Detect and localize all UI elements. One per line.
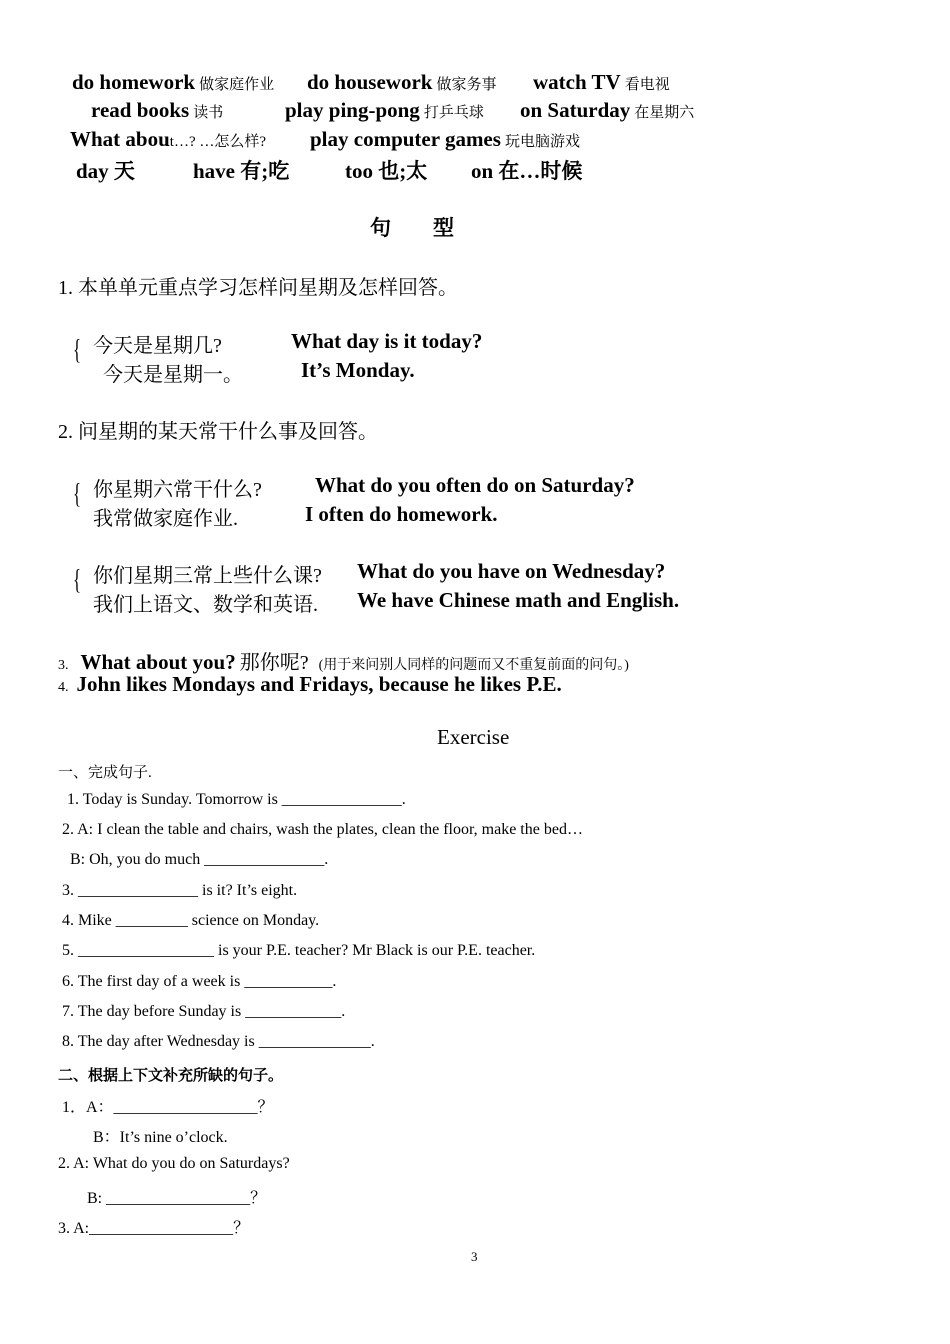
exercise-item: 1. Today is Sunday. Tomorrow is _______________. [67,791,406,808]
exercise-item: 3. _______________ is it? It’s eight. [62,882,298,899]
dialog-cn: 你们星期三常上些什么课? [93,565,322,587]
part1-title: 一、完成句子. [58,765,152,781]
vocab-en: do homework [72,70,196,94]
vocab-en: do housework [307,70,433,94]
vocab-cn: 做家务事 [436,77,497,93]
point-number: 4. [58,680,69,695]
point-1 [58,271,458,300]
point-text: 本单单元重点学习怎样问星期及怎样回答。 [78,277,458,299]
exercise-item: 5. _________________ is your P.E. teacher? Mr Black is our P.E. teacher. [62,942,536,959]
brace-icon: { [73,479,82,510]
point-text: 问星期的某天常干什么事及回答。 [78,421,378,443]
vocab-row-1 [72,70,274,95]
vocab-cn: 做家庭作业 [199,77,275,93]
dialog-cn: 今天是星期一。 [103,364,243,386]
exercise-item: 8. The day after Wednesday is ______________. [62,1033,375,1050]
exercise-item: 6. The first day of a week is ___________. [62,973,337,990]
vocab-en: play ping-pong [285,98,420,122]
dialog-en: I often do homework. [305,502,498,526]
vocab-row-2 [91,98,223,123]
vocab-item [307,70,496,95]
point-en: John likes Mondays and Fridays, because he likes P.E. [76,672,562,696]
vocab-word: on 在…时候 [471,159,583,183]
dialog-en: What day is it today? [291,329,483,353]
exercise-item: 2. A: I clean the table and chairs, wash the plates, clean the floor, make the bed… [62,821,583,838]
point-cn: 那你呢? [239,652,309,674]
exercise-item: 4. Mike _________ science on Monday. [62,912,320,929]
part2-title: 二、根据上下文补充所缺的句子。 [58,1068,284,1084]
vocab-row-3 [70,127,266,152]
dialog-en: We have Chinese math and English. [357,588,680,612]
dialog-cn: 你星期六常干什么? [93,479,262,501]
dialog-en: What do you often do on Saturday? [315,473,635,497]
dialog-en: It’s Monday. [301,358,415,382]
point-2 [58,415,378,444]
vocab-item [520,98,694,123]
vocab-en: on Saturday [520,98,631,122]
point-note: (用于来问别人同样的问题而又不重复前面的问句。) [318,658,629,673]
vocab-cn: 读书 [193,105,224,121]
vocab-cn: t…? …怎么样? [169,134,267,150]
vocab-item [533,70,670,95]
vocab-cn: 打乒乓球 [423,105,484,121]
point-number: 2. [58,421,73,443]
vocab-cn: 玩电脑游戏 [504,134,580,150]
point-4 [58,672,562,697]
vocab-item [310,127,580,152]
vocab-en: What abou [70,127,170,151]
vocab-item [285,98,484,123]
point-en: What about you? [80,650,236,674]
exercise-item: B: __________________？ [87,1190,267,1207]
brace-icon: { [73,335,82,366]
page-number: 3 [471,1249,478,1264]
point-number: 3. [58,658,69,673]
exercise-title: Exercise [437,725,510,749]
vocab-en: read books [91,98,190,122]
dialog-cn: 今天是星期几? [93,335,222,357]
vocab-en: watch TV [533,70,621,94]
exercise-item: B：It’s nine o’clock. [93,1129,228,1146]
brace-icon: { [73,565,82,596]
section-title: 句 型 [370,216,454,240]
point-3 [58,646,629,675]
vocab-cn: 在星期六 [634,105,695,121]
exercise-item: 2. A: What do you do on Saturdays? [58,1155,290,1172]
vocab-word: day 天 [76,159,135,183]
dialog-cn: 我常做家庭作业. [93,508,238,530]
exercise-item: B: Oh, you do much _______________. [70,851,329,868]
vocab-word: have 有;吃 [193,159,290,183]
exercise-item: 3. A:__________________？ [58,1220,250,1237]
exercise-item: 7. The day before Sunday is ____________. [62,1003,346,1020]
vocab-en: play computer games [310,127,501,151]
exercise-item: 1．A：__________________？ [62,1099,274,1116]
vocab-cn: 看电视 [624,77,670,93]
dialog-cn: 我们上语文、数学和英语. [93,594,318,616]
vocab-word: too 也;太 [345,159,428,183]
point-number: 1. [58,277,73,299]
dialog-en: What do you have on Wednesday? [357,559,666,583]
